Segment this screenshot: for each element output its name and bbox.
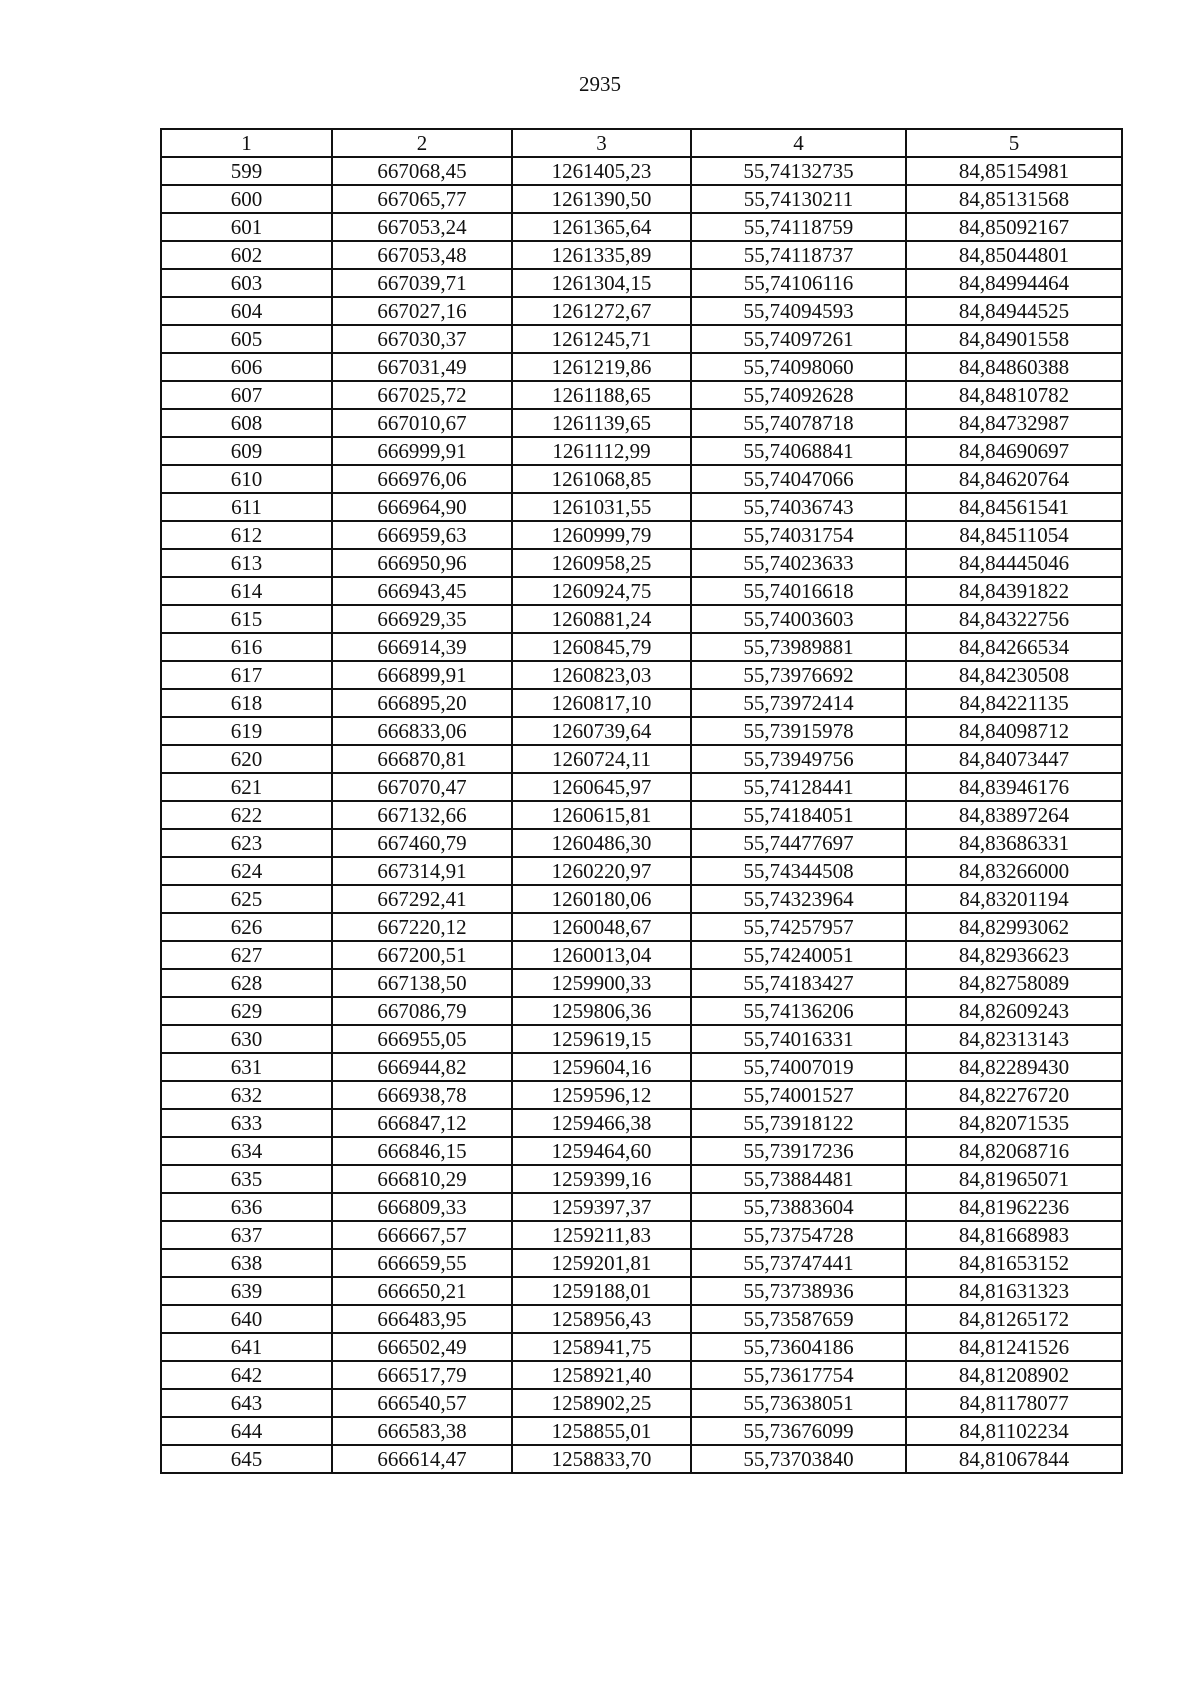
y-coordinate-cell: 1261219,86 (512, 353, 691, 381)
x-coordinate-cell: 666833,06 (332, 717, 512, 745)
point-number-cell: 606 (161, 353, 332, 381)
latitude-cell: 55,74132735 (691, 157, 906, 185)
y-coordinate-cell: 1259900,33 (512, 969, 691, 997)
table-row (161, 269, 1122, 297)
longitude-cell: 84,82071535 (906, 1109, 1122, 1137)
table-row (161, 1137, 1122, 1165)
latitude-cell: 55,74023633 (691, 549, 906, 577)
latitude-cell: 55,74118737 (691, 241, 906, 269)
table-row (161, 185, 1122, 213)
latitude-cell: 55,74092628 (691, 381, 906, 409)
point-number-cell: 600 (161, 185, 332, 213)
latitude-cell: 55,74128441 (691, 773, 906, 801)
longitude-cell: 84,84098712 (906, 717, 1122, 745)
x-coordinate-cell: 667138,50 (332, 969, 512, 997)
table-row (161, 465, 1122, 493)
point-number-cell: 609 (161, 437, 332, 465)
y-coordinate-cell: 1260924,75 (512, 577, 691, 605)
latitude-cell: 55,73989881 (691, 633, 906, 661)
y-coordinate-cell: 1261272,67 (512, 297, 691, 325)
longitude-cell: 84,83201194 (906, 885, 1122, 913)
latitude-cell: 55,74016618 (691, 577, 906, 605)
table-row (161, 633, 1122, 661)
latitude-cell: 55,74240051 (691, 941, 906, 969)
longitude-cell: 84,84690697 (906, 437, 1122, 465)
longitude-cell: 84,84810782 (906, 381, 1122, 409)
latitude-cell: 55,74257957 (691, 913, 906, 941)
longitude-cell: 84,82609243 (906, 997, 1122, 1025)
longitude-cell: 84,84511054 (906, 521, 1122, 549)
y-coordinate-cell: 1261139,65 (512, 409, 691, 437)
longitude-cell: 84,85154981 (906, 157, 1122, 185)
longitude-cell: 84,84266534 (906, 633, 1122, 661)
latitude-cell: 55,73917236 (691, 1137, 906, 1165)
latitude-cell: 55,74047066 (691, 465, 906, 493)
column-header: 2 (332, 129, 512, 157)
latitude-cell: 55,74118759 (691, 213, 906, 241)
page-number: 2935 (579, 72, 621, 96)
table-row (161, 325, 1122, 353)
column-header: 4 (691, 129, 906, 157)
point-number-cell: 627 (161, 941, 332, 969)
y-coordinate-cell: 1259619,15 (512, 1025, 691, 1053)
y-coordinate-cell: 1260724,11 (512, 745, 691, 773)
point-number-cell: 628 (161, 969, 332, 997)
point-number-cell: 638 (161, 1249, 332, 1277)
latitude-cell: 55,74097261 (691, 325, 906, 353)
table-row (161, 745, 1122, 773)
y-coordinate-cell: 1259466,38 (512, 1109, 691, 1137)
x-coordinate-cell: 666517,79 (332, 1361, 512, 1389)
point-number-cell: 629 (161, 997, 332, 1025)
x-coordinate-cell: 666929,35 (332, 605, 512, 633)
y-coordinate-cell: 1260881,24 (512, 605, 691, 633)
latitude-cell: 55,73617754 (691, 1361, 906, 1389)
table-row (161, 1053, 1122, 1081)
latitude-cell: 55,74078718 (691, 409, 906, 437)
point-number-cell: 624 (161, 857, 332, 885)
longitude-cell: 84,84620764 (906, 465, 1122, 493)
table-body (161, 157, 1122, 1473)
latitude-cell: 55,73949756 (691, 745, 906, 773)
latitude-cell: 55,73738936 (691, 1277, 906, 1305)
latitude-cell: 55,74183427 (691, 969, 906, 997)
y-coordinate-cell: 1259806,36 (512, 997, 691, 1025)
x-coordinate-cell: 666950,96 (332, 549, 512, 577)
table-row (161, 493, 1122, 521)
point-number-cell: 644 (161, 1417, 332, 1445)
column-header: 3 (512, 129, 691, 157)
point-number-cell: 607 (161, 381, 332, 409)
table-row (161, 1109, 1122, 1137)
point-number-cell: 604 (161, 297, 332, 325)
latitude-cell: 55,74068841 (691, 437, 906, 465)
table-row (161, 297, 1122, 325)
x-coordinate-cell: 667053,24 (332, 213, 512, 241)
longitude-cell: 84,83686331 (906, 829, 1122, 857)
longitude-cell: 84,82068716 (906, 1137, 1122, 1165)
x-coordinate-cell: 666650,21 (332, 1277, 512, 1305)
longitude-cell: 84,84901558 (906, 325, 1122, 353)
longitude-cell: 84,82289430 (906, 1053, 1122, 1081)
x-coordinate-cell: 666899,91 (332, 661, 512, 689)
point-number-cell: 639 (161, 1277, 332, 1305)
y-coordinate-cell: 1261112,99 (512, 437, 691, 465)
table-row (161, 213, 1122, 241)
latitude-cell: 55,73638051 (691, 1389, 906, 1417)
y-coordinate-cell: 1260817,10 (512, 689, 691, 717)
y-coordinate-cell: 1259399,16 (512, 1165, 691, 1193)
table-row (161, 549, 1122, 577)
table-row (161, 997, 1122, 1025)
x-coordinate-cell: 667314,91 (332, 857, 512, 885)
table-row (161, 1193, 1122, 1221)
longitude-cell: 84,84944525 (906, 297, 1122, 325)
x-coordinate-cell: 666810,29 (332, 1165, 512, 1193)
x-coordinate-cell: 667068,45 (332, 157, 512, 185)
x-coordinate-cell: 667025,72 (332, 381, 512, 409)
table-row (161, 1445, 1122, 1473)
y-coordinate-cell: 1261304,15 (512, 269, 691, 297)
longitude-cell: 84,81962236 (906, 1193, 1122, 1221)
x-coordinate-cell: 666976,06 (332, 465, 512, 493)
longitude-cell: 84,81631323 (906, 1277, 1122, 1305)
longitude-cell: 84,82936623 (906, 941, 1122, 969)
point-number-cell: 614 (161, 577, 332, 605)
point-number-cell: 632 (161, 1081, 332, 1109)
table-row (161, 521, 1122, 549)
longitude-cell: 84,81241526 (906, 1333, 1122, 1361)
latitude-cell: 55,74007019 (691, 1053, 906, 1081)
latitude-cell: 55,73747441 (691, 1249, 906, 1277)
latitude-cell: 55,73754728 (691, 1221, 906, 1249)
coordinates-table (160, 128, 1123, 1474)
y-coordinate-cell: 1258833,70 (512, 1445, 691, 1473)
y-coordinate-cell: 1261335,89 (512, 241, 691, 269)
y-coordinate-cell: 1259211,83 (512, 1221, 691, 1249)
point-number-cell: 625 (161, 885, 332, 913)
x-coordinate-cell: 667065,77 (332, 185, 512, 213)
x-coordinate-cell: 666847,12 (332, 1109, 512, 1137)
y-coordinate-cell: 1259604,16 (512, 1053, 691, 1081)
latitude-cell: 55,74323964 (691, 885, 906, 913)
longitude-cell: 84,82993062 (906, 913, 1122, 941)
point-number-cell: 643 (161, 1389, 332, 1417)
y-coordinate-cell: 1260823,03 (512, 661, 691, 689)
table-row (161, 857, 1122, 885)
point-number-cell: 599 (161, 157, 332, 185)
table-row (161, 381, 1122, 409)
point-number-cell: 636 (161, 1193, 332, 1221)
point-number-cell: 608 (161, 409, 332, 437)
longitude-cell: 84,81067844 (906, 1445, 1122, 1473)
latitude-cell: 55,74001527 (691, 1081, 906, 1109)
table-row (161, 1249, 1122, 1277)
y-coordinate-cell: 1259201,81 (512, 1249, 691, 1277)
table-row (161, 829, 1122, 857)
longitude-cell: 84,84391822 (906, 577, 1122, 605)
point-number-cell: 610 (161, 465, 332, 493)
table-row (161, 1081, 1122, 1109)
table-row (161, 353, 1122, 381)
longitude-cell: 84,84221135 (906, 689, 1122, 717)
point-number-cell: 635 (161, 1165, 332, 1193)
latitude-cell: 55,74477697 (691, 829, 906, 857)
longitude-cell: 84,85131568 (906, 185, 1122, 213)
latitude-cell: 55,73703840 (691, 1445, 906, 1473)
table-row (161, 773, 1122, 801)
x-coordinate-cell: 666659,55 (332, 1249, 512, 1277)
x-coordinate-cell: 666614,47 (332, 1445, 512, 1473)
y-coordinate-cell: 1260958,25 (512, 549, 691, 577)
point-number-cell: 626 (161, 913, 332, 941)
point-number-cell: 611 (161, 493, 332, 521)
x-coordinate-cell: 667460,79 (332, 829, 512, 857)
x-coordinate-cell: 666583,38 (332, 1417, 512, 1445)
latitude-cell: 55,73883604 (691, 1193, 906, 1221)
table-row (161, 885, 1122, 913)
point-number-cell: 617 (161, 661, 332, 689)
table-row (161, 605, 1122, 633)
point-number-cell: 642 (161, 1361, 332, 1389)
latitude-cell: 55,73676099 (691, 1417, 906, 1445)
longitude-cell: 84,81178077 (906, 1389, 1122, 1417)
point-number-cell: 630 (161, 1025, 332, 1053)
x-coordinate-cell: 666895,20 (332, 689, 512, 717)
longitude-cell: 84,84994464 (906, 269, 1122, 297)
longitude-cell: 84,85092167 (906, 213, 1122, 241)
point-number-cell: 645 (161, 1445, 332, 1473)
latitude-cell: 55,74094593 (691, 297, 906, 325)
x-coordinate-cell: 666964,90 (332, 493, 512, 521)
x-coordinate-cell: 666955,05 (332, 1025, 512, 1053)
longitude-cell: 84,82313143 (906, 1025, 1122, 1053)
table-row (161, 1361, 1122, 1389)
x-coordinate-cell: 667010,67 (332, 409, 512, 437)
latitude-cell: 55,73915978 (691, 717, 906, 745)
x-coordinate-cell: 667220,12 (332, 913, 512, 941)
x-coordinate-cell: 667070,47 (332, 773, 512, 801)
y-coordinate-cell: 1260645,97 (512, 773, 691, 801)
table-row (161, 1277, 1122, 1305)
table-row (161, 913, 1122, 941)
point-number-cell: 602 (161, 241, 332, 269)
point-number-cell: 623 (161, 829, 332, 857)
longitude-cell: 84,81265172 (906, 1305, 1122, 1333)
x-coordinate-cell: 667086,79 (332, 997, 512, 1025)
latitude-cell: 55,74136206 (691, 997, 906, 1025)
latitude-cell: 55,74098060 (691, 353, 906, 381)
y-coordinate-cell: 1259596,12 (512, 1081, 691, 1109)
point-number-cell: 622 (161, 801, 332, 829)
longitude-cell: 84,84561541 (906, 493, 1122, 521)
table-row (161, 1165, 1122, 1193)
longitude-cell: 84,84860388 (906, 353, 1122, 381)
y-coordinate-cell: 1260999,79 (512, 521, 691, 549)
column-header: 5 (906, 129, 1122, 157)
longitude-cell: 84,81653152 (906, 1249, 1122, 1277)
table-row (161, 1389, 1122, 1417)
longitude-cell: 84,84732987 (906, 409, 1122, 437)
longitude-cell: 84,84322756 (906, 605, 1122, 633)
x-coordinate-cell: 666502,49 (332, 1333, 512, 1361)
table-row (161, 1333, 1122, 1361)
point-number-cell: 601 (161, 213, 332, 241)
table-row (161, 1221, 1122, 1249)
point-number-cell: 621 (161, 773, 332, 801)
table-row (161, 969, 1122, 997)
x-coordinate-cell: 666809,33 (332, 1193, 512, 1221)
point-number-cell: 615 (161, 605, 332, 633)
y-coordinate-cell: 1261405,23 (512, 157, 691, 185)
y-coordinate-cell: 1258941,75 (512, 1333, 691, 1361)
table-row (161, 801, 1122, 829)
latitude-cell: 55,74344508 (691, 857, 906, 885)
x-coordinate-cell: 666846,15 (332, 1137, 512, 1165)
longitude-cell: 84,83266000 (906, 857, 1122, 885)
latitude-cell: 55,74031754 (691, 521, 906, 549)
y-coordinate-cell: 1261365,64 (512, 213, 691, 241)
longitude-cell: 84,85044801 (906, 241, 1122, 269)
y-coordinate-cell: 1261068,85 (512, 465, 691, 493)
y-coordinate-cell: 1260845,79 (512, 633, 691, 661)
x-coordinate-cell: 666870,81 (332, 745, 512, 773)
latitude-cell: 55,73604186 (691, 1333, 906, 1361)
longitude-cell: 84,83897264 (906, 801, 1122, 829)
x-coordinate-cell: 667292,41 (332, 885, 512, 913)
y-coordinate-cell: 1258956,43 (512, 1305, 691, 1333)
y-coordinate-cell: 1261390,50 (512, 185, 691, 213)
y-coordinate-cell: 1260180,06 (512, 885, 691, 913)
y-coordinate-cell: 1261245,71 (512, 325, 691, 353)
table-row (161, 577, 1122, 605)
x-coordinate-cell: 667031,49 (332, 353, 512, 381)
x-coordinate-cell: 666938,78 (332, 1081, 512, 1109)
point-number-cell: 633 (161, 1109, 332, 1137)
longitude-cell: 84,81668983 (906, 1221, 1122, 1249)
y-coordinate-cell: 1258855,01 (512, 1417, 691, 1445)
x-coordinate-cell: 667039,71 (332, 269, 512, 297)
longitude-cell: 84,84230508 (906, 661, 1122, 689)
point-number-cell: 605 (161, 325, 332, 353)
y-coordinate-cell: 1261188,65 (512, 381, 691, 409)
x-coordinate-cell: 667027,16 (332, 297, 512, 325)
table-row (161, 717, 1122, 745)
x-coordinate-cell: 666999,91 (332, 437, 512, 465)
latitude-cell: 55,74130211 (691, 185, 906, 213)
y-coordinate-cell: 1261031,55 (512, 493, 691, 521)
table-row (161, 1025, 1122, 1053)
y-coordinate-cell: 1260013,04 (512, 941, 691, 969)
x-coordinate-cell: 666959,63 (332, 521, 512, 549)
y-coordinate-cell: 1259464,60 (512, 1137, 691, 1165)
x-coordinate-cell: 667200,51 (332, 941, 512, 969)
longitude-cell: 84,84073447 (906, 745, 1122, 773)
point-number-cell: 634 (161, 1137, 332, 1165)
x-coordinate-cell: 666483,95 (332, 1305, 512, 1333)
longitude-cell: 84,81965071 (906, 1165, 1122, 1193)
latitude-cell: 55,73884481 (691, 1165, 906, 1193)
latitude-cell: 55,74036743 (691, 493, 906, 521)
point-number-cell: 631 (161, 1053, 332, 1081)
table-row (161, 1305, 1122, 1333)
point-number-cell: 637 (161, 1221, 332, 1249)
x-coordinate-cell: 667053,48 (332, 241, 512, 269)
x-coordinate-cell: 666943,45 (332, 577, 512, 605)
point-number-cell: 616 (161, 633, 332, 661)
point-number-cell: 613 (161, 549, 332, 577)
y-coordinate-cell: 1260486,30 (512, 829, 691, 857)
longitude-cell: 84,81102234 (906, 1417, 1122, 1445)
point-number-cell: 612 (161, 521, 332, 549)
latitude-cell: 55,73976692 (691, 661, 906, 689)
table-row (161, 941, 1122, 969)
y-coordinate-cell: 1259397,37 (512, 1193, 691, 1221)
latitude-cell: 55,74106116 (691, 269, 906, 297)
table-row (161, 409, 1122, 437)
y-coordinate-cell: 1260739,64 (512, 717, 691, 745)
y-coordinate-cell: 1258921,40 (512, 1361, 691, 1389)
longitude-cell: 84,83946176 (906, 773, 1122, 801)
longitude-cell: 84,84445046 (906, 549, 1122, 577)
table-row (161, 689, 1122, 717)
table-row (161, 157, 1122, 185)
table-row (161, 241, 1122, 269)
x-coordinate-cell: 667030,37 (332, 325, 512, 353)
longitude-cell: 84,81208902 (906, 1361, 1122, 1389)
latitude-cell: 55,73972414 (691, 689, 906, 717)
table-header-row (161, 129, 1122, 157)
table-row (161, 661, 1122, 689)
longitude-cell: 84,82758089 (906, 969, 1122, 997)
y-coordinate-cell: 1258902,25 (512, 1389, 691, 1417)
point-number-cell: 603 (161, 269, 332, 297)
point-number-cell: 618 (161, 689, 332, 717)
x-coordinate-cell: 666944,82 (332, 1053, 512, 1081)
x-coordinate-cell: 666914,39 (332, 633, 512, 661)
x-coordinate-cell: 666667,57 (332, 1221, 512, 1249)
latitude-cell: 55,74184051 (691, 801, 906, 829)
latitude-cell: 55,74016331 (691, 1025, 906, 1053)
point-number-cell: 640 (161, 1305, 332, 1333)
column-header: 1 (161, 129, 332, 157)
y-coordinate-cell: 1260615,81 (512, 801, 691, 829)
table-row (161, 1417, 1122, 1445)
x-coordinate-cell: 666540,57 (332, 1389, 512, 1417)
latitude-cell: 55,73918122 (691, 1109, 906, 1137)
longitude-cell: 84,82276720 (906, 1081, 1122, 1109)
latitude-cell: 55,74003603 (691, 605, 906, 633)
latitude-cell: 55,73587659 (691, 1305, 906, 1333)
y-coordinate-cell: 1259188,01 (512, 1277, 691, 1305)
point-number-cell: 641 (161, 1333, 332, 1361)
y-coordinate-cell: 1260220,97 (512, 857, 691, 885)
point-number-cell: 619 (161, 717, 332, 745)
point-number-cell: 620 (161, 745, 332, 773)
table-row (161, 437, 1122, 465)
x-coordinate-cell: 667132,66 (332, 801, 512, 829)
y-coordinate-cell: 1260048,67 (512, 913, 691, 941)
